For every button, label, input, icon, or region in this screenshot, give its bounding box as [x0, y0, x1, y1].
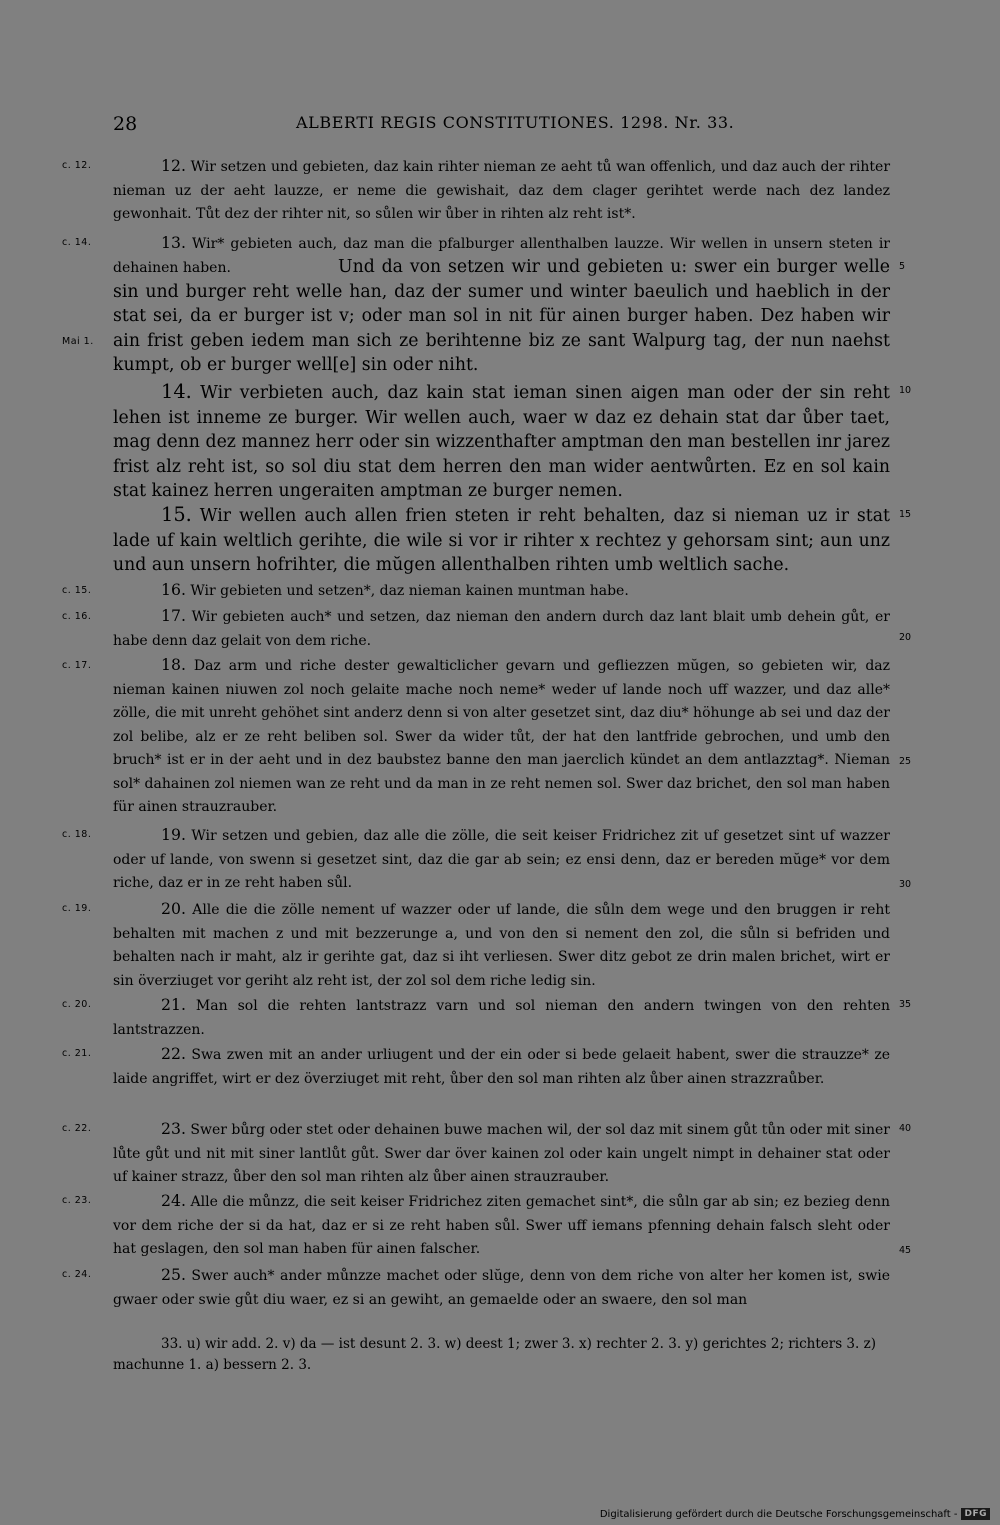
- page-header: [113, 113, 893, 139]
- paragraph-18: [113, 653, 890, 820]
- line-number: 20: [899, 632, 912, 643]
- footnotes: [113, 1334, 890, 1376]
- paragraph-text: Wir verbieten auch, daz kain stat ieman sinen aigen man oder der sin reht lehen ist inneme ze burger. Wir wellen auch, waer w daz ez dehain stat dar ůber taet, mag denn dez mannez herr oder sin wizzenthafter amptman den man bestellen inr jarez frist alz reht ist, so sol diu stat dem herren den man wider aentwůrten. Ez en sol kain stat kainez herren ungeraiten amptman ze burger nemen.: [113, 383, 890, 502]
- margin-note: c. 17.: [62, 660, 92, 671]
- digitization-credit: [600, 1508, 990, 1520]
- paragraph-24: [113, 1189, 890, 1262]
- paragraph-25: [113, 1263, 890, 1312]
- paragraph-number: 21.: [161, 995, 186, 1014]
- footnote-text: 33. u) wir add. 2. v) da — ist desunt 2. 3. w) deest 1; zwer 3. x) rechter 2. 3. y) gerichtes 2; richters 3. z) machunne 1. a) bessern 2. 3.: [113, 1336, 876, 1373]
- paragraph-number: 13.: [161, 233, 186, 252]
- paragraph-text: Alle die die zölle nement uf wazzer oder uf lande, die sůln dem wege und den bruggen ir reht behalten mit machen z und mit bezzerunge a, und von den si nement den zol, die sůln si befriden und behalten nach ir maht, alz ir gerihte gat, daz si iht verliesen. Swer ditz gebot ze drin malen brichet, wirt er sin överziuget vor geriht alz reht ist, der zol sol dem riche ledig sin.: [113, 902, 891, 989]
- margin-note: c. 15.: [62, 585, 92, 596]
- paragraph-text: Man sol die rehten lantstrazz varn und sol nieman den andern twingen von den rehten lantstrazzen.: [113, 998, 891, 1038]
- line-number: 5: [899, 261, 906, 272]
- paragraph-text: Daz arm und riche dester gewalticlicher gevarn und gefliezzen mŭgen, so gebieten wir, daz nieman kainen niuwen zol noch gelaite mache noch neme* weder uf lande noch uff wazzer, und daz alle* zölle, die mit unreht gehöhet sint anderz denn si von alter gesetzet sint, daz diu* höhunge ab sei und daz der zol belibe, alz er ze reht beliben sol. Swer da wider tůt, der hat den lantfride gebrochen, und umb den bruch* ist er in der aeht und in dez baubstez banne den man jaerclich kündet an dem antlazztag*. Nieman sol* dahainen zol niemen wan ze reht und da man in ze reht nemen sol. Swer daz brichet, den sol man haben für ainen strauzrauber.: [113, 658, 891, 815]
- paragraph-14: [113, 380, 890, 504]
- paragraph-number: 24.: [161, 1191, 186, 1210]
- margin-note: c. 23.: [62, 1195, 92, 1206]
- margin-note: Mai 1.: [62, 336, 94, 347]
- paragraph-13: [113, 255, 890, 378]
- paragraph-12: [113, 154, 890, 227]
- paragraph-19: [113, 823, 890, 896]
- credit-text: Digitalisierung gefördert durch die Deutsche Forschungsgemeinschaft -: [599, 1508, 958, 1520]
- paragraph-17: [113, 604, 890, 653]
- paragraph-number: 25.: [161, 1265, 186, 1284]
- paragraph-text: Swer auch* ander můnzze machet oder slŭge, denn von dem riche von alter her komen ist, swie gwaer oder swie gůt diu waer, ez si an gewiht, an gemaelde oder an swaere, den sol man: [113, 1268, 890, 1308]
- margin-note: c. 20.: [62, 999, 92, 1010]
- paragraph-number: 22.: [161, 1044, 186, 1063]
- margin-note: c. 24.: [62, 1269, 92, 1280]
- line-number: 25: [899, 756, 912, 767]
- paragraph-number: 17.: [161, 606, 186, 625]
- line-number: 15: [899, 509, 912, 520]
- margin-note: c. 14.: [62, 237, 92, 248]
- paragraph-number: 16.: [161, 580, 186, 599]
- paragraph-22: [113, 1042, 890, 1091]
- paragraph-text: Wir gebieten auch* und setzen, daz nieman den andern durch daz lant blait umb dehein gůt, er habe denn daz gelait von dem riche.: [113, 609, 890, 649]
- margin-note: c. 12.: [62, 160, 92, 171]
- paragraph-23: [113, 1117, 890, 1190]
- line-number: 30: [899, 879, 912, 890]
- paragraph-number: 20.: [161, 899, 186, 918]
- paragraph-15: [113, 503, 890, 578]
- line-number: 40: [899, 1123, 912, 1134]
- margin-note: c. 18.: [62, 829, 92, 840]
- paragraph-text: Alle die můnzz, die seit keiser Fridrichez ziten gemachet sint*, die sůln gar ab sin; ez bezieg denn vor dem riche der si da hat, daz er si ze reht haben sůl. Swer uff iemans pfenning dehain falsch sleht oder hat geslagen, den sol man haben für ainen falscher.: [113, 1194, 890, 1257]
- page-number: 28: [113, 113, 138, 135]
- paragraph-number: 19.: [161, 825, 186, 844]
- paragraph-16: [113, 578, 890, 604]
- line-number: 35: [899, 999, 912, 1010]
- paragraph-number: 12.: [161, 156, 186, 175]
- line-number: 10: [899, 385, 912, 396]
- paragraph-number: 18.: [161, 655, 186, 674]
- margin-note: c. 19.: [62, 903, 92, 914]
- margin-note: c. 22.: [62, 1123, 92, 1134]
- paragraph-text: Wir setzen und gebien, daz alle die zölle, die seit keiser Fridrichez zit uf gesetzet sint uf wazzer oder uf lande, von swenn si gesetzet sint, daz die gar ab sein; ez ensi denn, daz er bereden mŭge* vor dem riche, daz er in ze reht haben sůl.: [113, 828, 891, 891]
- paragraph-number: 15.: [161, 503, 192, 526]
- paragraph-21: [113, 993, 890, 1042]
- margin-note: c. 21.: [62, 1048, 92, 1059]
- paragraph-text: Swer bůrg oder stet oder dehainen buwe machen wil, der sol daz mit sinem gůt tůn oder mit siner lůte gůt und nit mit siner lantlůt gůt. Swer dar över kainen zol oder kain ungelt nimpt in dehainer stat oder uf kainer strazz, ůber den sol man rihten alz ůber ainen strauzrauber.: [113, 1122, 890, 1185]
- paragraph-number: 14.: [161, 380, 192, 403]
- dfg-logo: DFG: [961, 1508, 990, 1520]
- paragraph-number: 23.: [161, 1119, 186, 1138]
- paragraph-text: Wir setzen und gebieten, daz kain rihter nieman ze aeht tů wan offenlich, und daz auch der rihter nieman uz der aeht lauzze, er neme die gewishait, daz dem clager gerihtet werde nach dez landez gewonhait. Tůt dez der rihter nit, so sůlen wir ůber in rihten alz reht ist*.: [113, 159, 891, 222]
- paragraph-text: Wir wellen auch allen frien steten ir reht behalten, daz si nieman uz ir stat lade uf kain weltlich gerihte, die wile si vor ir rihter x rechtez y gehorsam sint; aun unz und aun unsern hofrihter, die mŭgen allenthalben rihten umb weltlich sache.: [113, 506, 890, 576]
- page-title: ALBERTI REGIS CONSTITUTIONES. 1298. Nr. 33.: [296, 113, 735, 132]
- margin-note: c. 16.: [62, 611, 92, 622]
- paragraph-text: Swa zwen mit an ander urliugent und der ein oder si bede gelaeit habent, swer die strauzze* ze laide angriffet, wirt er dez överziuget mit reht, ůber den sol man rihten alz ůber ainen strazzraůber.: [113, 1047, 891, 1087]
- paragraph-text: Wir* gebieten auch, daz man die pfalburger allenthalben lauzze. Wir wellen in unsern steten ir dehainen haben.: [113, 236, 890, 276]
- paragraph-text: Wir gebieten und setzen*, daz nieman kainen muntman habe.: [190, 583, 629, 599]
- paragraph-text: Und da von setzen wir und gebieten u: swer ein burger welle sin und burger reht welle han, daz der sumer und winter baeulich und haeblich in der stat sei, da er burger ist v; oder man sol in nit für ainen burger haben. Dez haben wir ain frist geben iedem man sich ze berihtenne biz ze sant Walpurg tag, der nun naehst kumpt, ob er burger well[e] sin oder niht.: [113, 257, 890, 376]
- paragraph-20: [113, 897, 890, 993]
- line-number: 45: [899, 1245, 912, 1256]
